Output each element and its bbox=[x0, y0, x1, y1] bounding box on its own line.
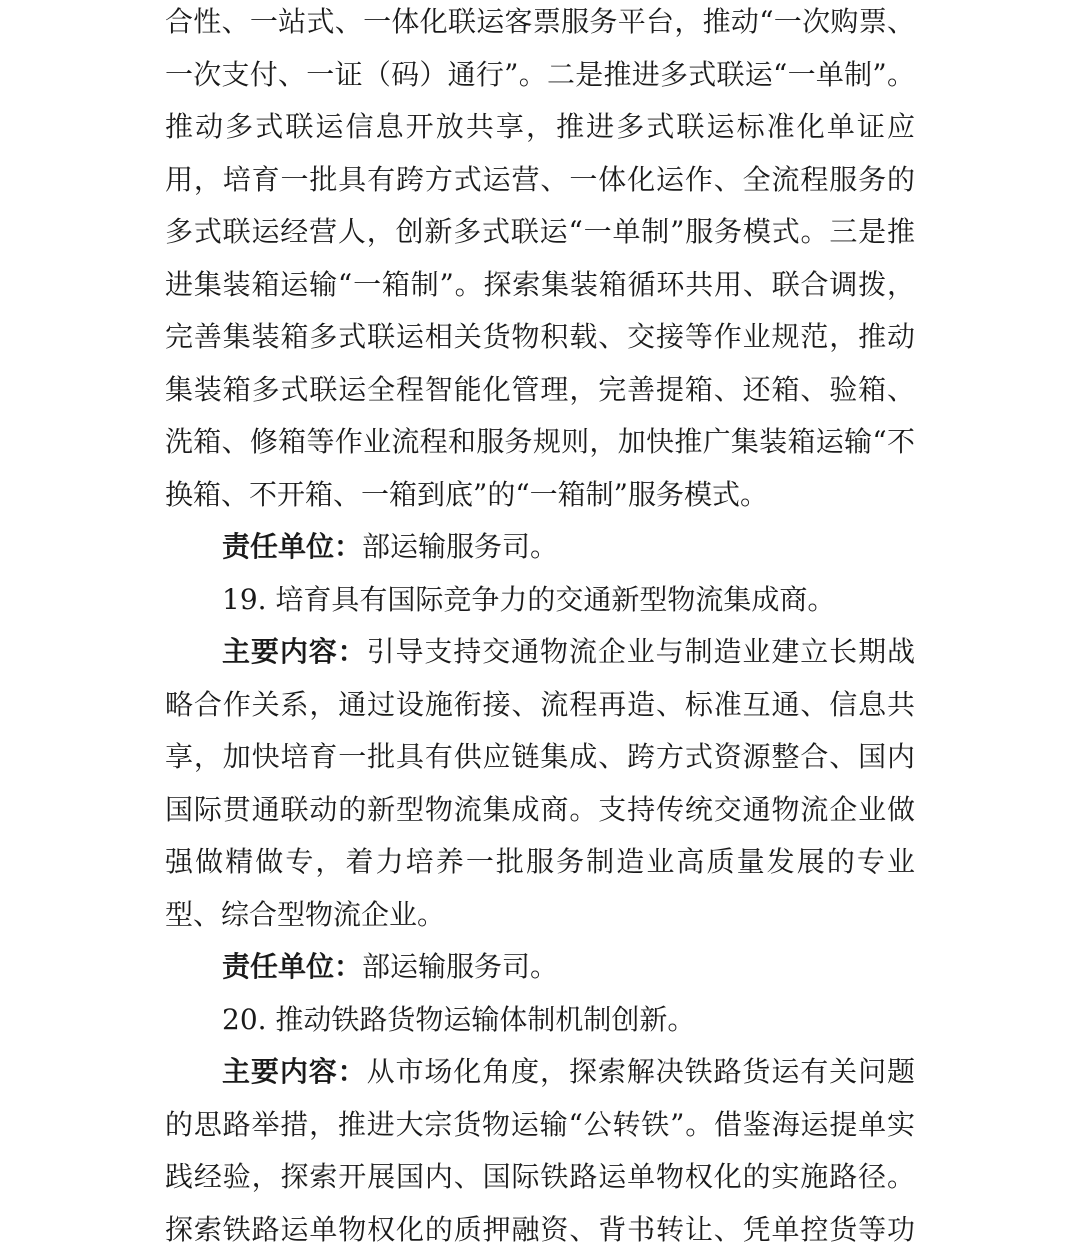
main-content-label: 主要内容： bbox=[222, 635, 367, 668]
text-line: 完善集装箱多式联运相关货物积载、交接等作业规范，推动 bbox=[165, 320, 915, 353]
text-line: 进集装箱运输“一箱制”。探索集装箱循环共用、联合调拨， bbox=[165, 267, 915, 301]
text-line: 换箱、不开箱、一箱到底”的“一箱制”服务模式。 bbox=[165, 477, 768, 511]
text-line: 的思路举措，推进大宗货物运输“公转铁”。借鉴海运提单实 bbox=[165, 1107, 915, 1141]
main-content-label: 主要内容： bbox=[222, 1055, 367, 1088]
text-line: 用，培育一批具有跨方式运营、一体化运作、全流程服务的 bbox=[165, 162, 915, 196]
text-line: 享，加快培育一批具有供应链集成、跨方式资源整合、国内 bbox=[165, 740, 915, 773]
responsible-unit-label: 责任单位： bbox=[222, 530, 363, 563]
text-line: 合性、一站式、一体化联运客票服务平台，推动“一次购票、 bbox=[165, 5, 915, 38]
main-content-20 bbox=[165, 1046, 915, 1099]
responsible-unit-label: 责任单位： bbox=[222, 950, 363, 983]
text-line: 探索铁路运单物权化的质押融资、背书转让、凭单控货等功 bbox=[165, 1212, 915, 1246]
text-line: 洗箱、修箱等作业流程和服务规则，加快推广集装箱运输“不 bbox=[165, 425, 915, 458]
text-line: 践经验，探索开展国内、国际铁路运单物权化的实施路径。 bbox=[165, 1160, 915, 1193]
document-body bbox=[165, 0, 915, 1256]
text-line: 型、综合型物流企业。 bbox=[165, 897, 446, 931]
text-line: 略合作关系，通过设施衔接、流程再造、标准互通、信息共 bbox=[165, 687, 915, 721]
main-content-19 bbox=[165, 626, 915, 679]
item-heading-19: 19. 培育具有国际竞争力的交通新型物流集成商。 bbox=[222, 582, 836, 616]
main-content-text: 引导支持交通物流企业与制造业建立长期战 bbox=[366, 635, 915, 668]
responsible-unit bbox=[165, 941, 915, 994]
item-heading-20: 20. 推动铁路货物运输体制机制创新。 bbox=[222, 1002, 696, 1036]
text-line: 集装箱多式联运全程智能化管理，完善提箱、还箱、验箱、 bbox=[165, 372, 915, 406]
text-line: 强做精做专，着力培养一批服务制造业高质量发展的专业 bbox=[165, 845, 915, 878]
text-line: 多式联运经营人，创新多式联运“一单制”服务模式。三是推 bbox=[165, 215, 915, 248]
text-line: 推动多式联运信息开放共享，推进多式联运标准化单证应 bbox=[165, 110, 915, 143]
responsible-unit-value: 部运输服务司。 bbox=[362, 950, 559, 983]
responsible-unit bbox=[165, 521, 915, 574]
main-content-text: 从市场化角度，探索解决铁路货运有关问题 bbox=[366, 1055, 915, 1088]
responsible-unit-value: 部运输服务司。 bbox=[362, 530, 559, 563]
text-line: 一次支付、一证（码）通行”。二是推进多式联运“一单制”。 bbox=[165, 57, 915, 91]
text-line: 国际贯通联动的新型物流集成商。支持传统交通物流企业做 bbox=[165, 792, 915, 826]
